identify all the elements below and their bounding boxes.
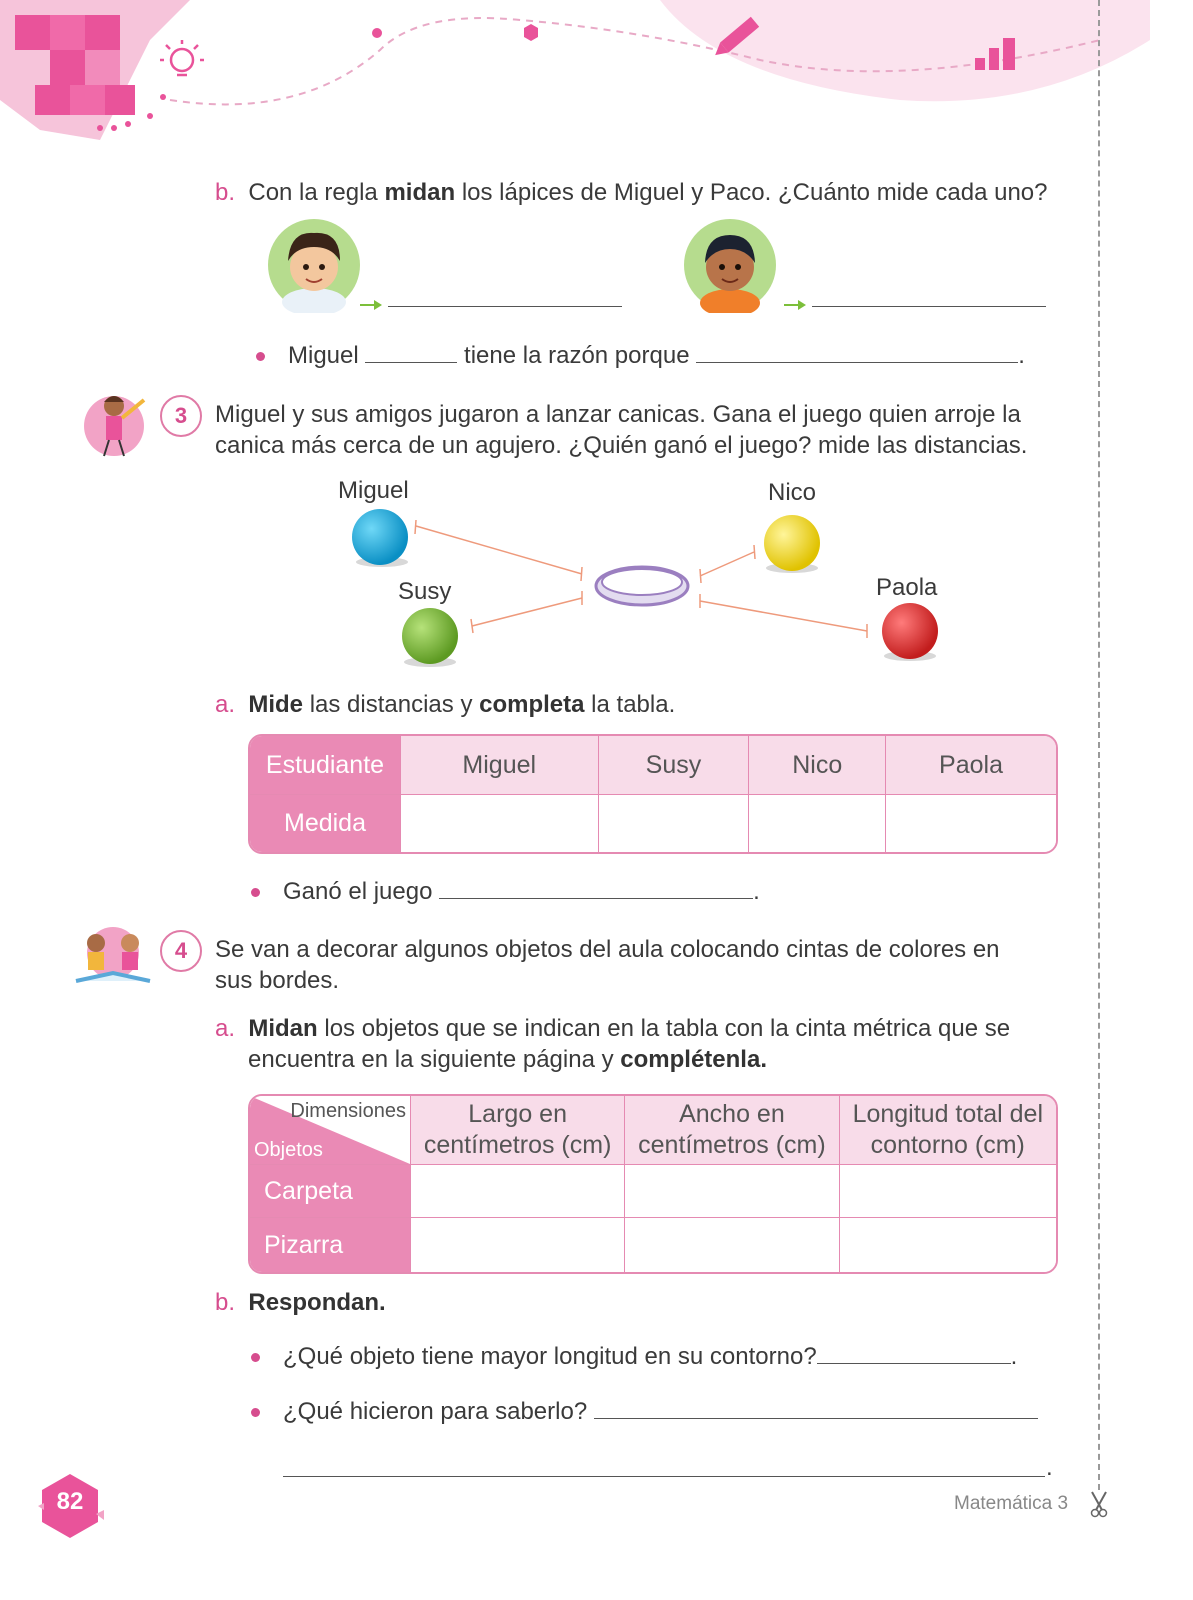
pizarra-width-cell[interactable] xyxy=(625,1218,839,1272)
marble-label-paola: Paola xyxy=(876,574,938,601)
corner-dimensions-label: Dimensiones xyxy=(290,1100,406,1122)
corner-header xyxy=(250,1096,411,1165)
column-length: Largo en centímetros (cm) xyxy=(411,1096,625,1165)
marble-label-miguel: Miguel xyxy=(338,477,409,504)
measure-cell-susy[interactable] xyxy=(599,795,750,852)
arrow-icon xyxy=(784,298,808,312)
question-2: ¿Qué hicieron para saberlo? xyxy=(283,1396,1038,1428)
column-nico: Nico xyxy=(749,736,886,795)
scissors-icon xyxy=(1088,1490,1110,1518)
row-pizarra: Pizarra xyxy=(250,1218,411,1272)
winner-statement: Ganó el juego . xyxy=(283,878,760,905)
pizarra-length-cell[interactable] xyxy=(411,1218,625,1272)
activity-3-line-2: canica más cerca de un agujero. ¿Quién ganó el juego? mide las distancias. xyxy=(215,432,1028,459)
measure-cell-miguel[interactable] xyxy=(401,795,599,852)
bullet xyxy=(251,1408,260,1417)
distances-table xyxy=(248,734,1058,854)
marble-nico xyxy=(764,515,820,571)
bullet xyxy=(256,352,265,361)
name-blank[interactable] xyxy=(365,362,457,363)
activity-4-line-2: sus bordes. xyxy=(215,967,340,994)
header-art xyxy=(0,0,1193,150)
question-2-end: . xyxy=(1046,1454,1053,1481)
row-carpeta: Carpeta xyxy=(250,1165,411,1219)
page-number-badge xyxy=(32,1470,108,1542)
marbles-diagram xyxy=(340,500,960,680)
marble-miguel xyxy=(352,509,408,565)
row-header-student: Estudiante xyxy=(250,736,401,795)
reason-blank[interactable] xyxy=(696,362,1018,363)
question-2-blank[interactable] xyxy=(594,1418,1038,1419)
carpeta-length-cell[interactable] xyxy=(411,1165,625,1219)
girl-with-pencil-icon xyxy=(82,388,152,460)
arrow-icon xyxy=(360,298,384,312)
marble-label-nico: Nico xyxy=(768,479,817,506)
column-perimeter: Longitud total del contorno (cm) xyxy=(840,1096,1056,1165)
activity-4-part-a-line-2: encuentra en la siguiente página y complétenla. xyxy=(248,1046,767,1073)
paco-pencil-answer-line[interactable] xyxy=(812,306,1046,307)
dot-icon xyxy=(372,28,382,38)
carpeta-perimeter-cell[interactable] xyxy=(840,1165,1056,1219)
footer-book-title: Matemática 3 xyxy=(954,1493,1069,1514)
marble-paola xyxy=(882,603,938,659)
section-b-instruction: b. Con la regla midan los lápices de Miguel y Paco. ¿Cuánto mide cada uno? xyxy=(215,179,1048,206)
pizarra-perimeter-cell[interactable] xyxy=(840,1218,1056,1272)
measure-cell-nico[interactable] xyxy=(749,795,886,852)
paco-avatar xyxy=(682,217,778,313)
row-header-measure: Medida xyxy=(250,795,401,852)
column-miguel: Miguel xyxy=(401,736,599,795)
column-susy: Susy xyxy=(599,736,750,795)
activity-4-part-b: b. Respondan. xyxy=(215,1289,386,1316)
activity-4-line-1: Se van a decorar algunos objetos del aula colocando cintas de colores en xyxy=(215,936,1000,963)
cut-line xyxy=(1098,0,1100,1490)
miguel-pencil-answer-line[interactable] xyxy=(388,306,622,307)
page-number: 82 xyxy=(56,1488,84,1515)
column-paola: Paola xyxy=(886,736,1056,795)
corner-objects-label: Objetos xyxy=(254,1138,323,1161)
activity-3-line-1: Miguel y sus amigos jugaron a lanzar canicas. Gana el juego quien arroje la xyxy=(215,401,1021,428)
question-1: ¿Qué objeto tiene mayor longitud en su contorno? . xyxy=(283,1343,1018,1370)
bullet xyxy=(251,1353,260,1362)
miguel-avatar xyxy=(266,217,362,313)
hole-icon xyxy=(596,567,688,605)
section-b-letter: b. xyxy=(215,179,236,206)
cubes-icon xyxy=(0,0,190,140)
carpeta-width-cell[interactable] xyxy=(625,1165,839,1219)
small-cube-icon xyxy=(524,24,538,41)
lightbulb-icon xyxy=(160,40,204,75)
header-decoration xyxy=(0,0,1193,150)
kids-reading-icon xyxy=(72,925,154,987)
activity-4-number: 4 xyxy=(160,930,202,972)
bullet xyxy=(251,888,260,897)
marble-susy xyxy=(402,608,458,664)
question-2-blank-line-2[interactable] xyxy=(283,1476,1045,1477)
winner-blank[interactable] xyxy=(439,898,753,899)
column-width: Ancho en centímetros (cm) xyxy=(625,1096,839,1165)
measure-cell-paola[interactable] xyxy=(886,795,1056,852)
marble-label-susy: Susy xyxy=(398,578,452,605)
objects-table xyxy=(248,1094,1058,1274)
reason-statement: Miguel tiene la razón porque . xyxy=(288,342,1025,369)
activity-3-part-a: a. Mide las distancias y completa la tabla. xyxy=(215,691,676,718)
activity-4-part-a-line-1: a. Midan los objetos que se indican en la tabla con la cinta métrica que se xyxy=(215,1015,1011,1042)
question-1-blank[interactable] xyxy=(817,1363,1011,1364)
activity-3-number: 3 xyxy=(160,395,202,437)
